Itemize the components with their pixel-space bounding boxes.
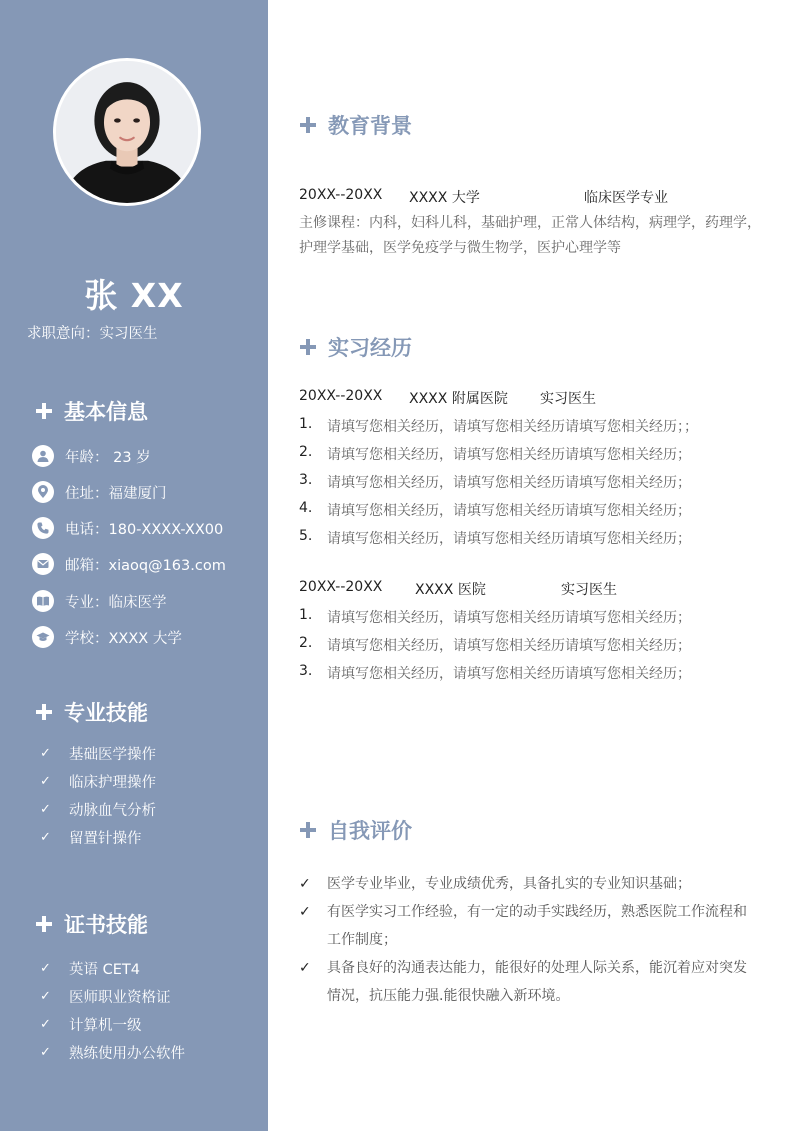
check-icon: ✓ bbox=[40, 746, 51, 761]
education-heading bbox=[300, 110, 412, 140]
skill-item-label: 临床护理操作 bbox=[69, 775, 156, 791]
skills-heading-label: 专业技能 bbox=[64, 701, 148, 725]
info-major-text: 专业：临床医学 bbox=[65, 594, 167, 611]
certificates-heading bbox=[36, 909, 148, 939]
list-item-text: 请填写您相关经历，请填写您相关经历请填写您相关经历； bbox=[327, 503, 691, 519]
list-item: 5. 请填写您相关经历，请填写您相关经历请填写您相关经历； bbox=[299, 528, 691, 547]
list-item: 4. 请填写您相关经历，请填写您相关经历请填写您相关经历； bbox=[299, 500, 691, 519]
certificate-item bbox=[40, 986, 171, 1007]
check-icon: ✓ bbox=[299, 876, 311, 892]
skill-item-label: 基础医学操作 bbox=[69, 747, 156, 763]
candidate-name: 张 XX bbox=[84, 276, 184, 315]
list-item-text: 请填写您相关经历，请填写您相关经历请填写您相关经历；； bbox=[327, 419, 698, 435]
check-icon: ✓ bbox=[40, 961, 51, 976]
internship-heading bbox=[300, 332, 412, 362]
info-school-text: 学校：XXXX 大学 bbox=[65, 630, 182, 647]
list-item-text: 请填写您相关经历，请填写您相关经历请填写您相关经历； bbox=[327, 666, 691, 682]
info-phone bbox=[32, 517, 223, 539]
list-item-text: 请填写您相关经历，请填写您相关经历请填写您相关经历； bbox=[327, 475, 691, 491]
plus-icon bbox=[36, 916, 52, 932]
internship-1-role: 实习医生 bbox=[540, 391, 596, 407]
plus-icon bbox=[300, 822, 316, 838]
check-icon: ✓ bbox=[40, 774, 51, 789]
check-icon: ✓ bbox=[40, 989, 51, 1004]
graduation-cap-icon bbox=[32, 626, 54, 648]
info-age bbox=[32, 445, 151, 467]
skill-item-label: 留置针操作 bbox=[69, 831, 142, 847]
certificate-item-label: 熟练使用办公软件 bbox=[69, 1046, 185, 1062]
evaluation-item bbox=[299, 954, 759, 1010]
internship-2-role: 实习医生 bbox=[561, 582, 617, 598]
education-period: 20XX--20XX bbox=[299, 187, 383, 203]
list-item: 3. 请填写您相关经历，请填写您相关经历请填写您相关经历； bbox=[299, 472, 691, 491]
education-heading-label: 教育背景 bbox=[328, 114, 412, 138]
skill-item bbox=[40, 827, 142, 848]
list-item-text: 请填写您相关经历，请填写您相关经历请填写您相关经历； bbox=[327, 447, 691, 463]
info-school bbox=[32, 626, 182, 648]
education-school: XXXX 大学 bbox=[409, 190, 480, 206]
check-icon: ✓ bbox=[40, 802, 51, 817]
avatar-portrait-icon bbox=[56, 61, 198, 203]
check-icon: ✓ bbox=[40, 830, 51, 845]
avatar bbox=[53, 58, 201, 206]
plus-icon bbox=[300, 339, 316, 355]
list-item: 1. 请填写您相关经历，请填写您相关经历请填写您相关经历；； bbox=[299, 416, 698, 435]
plus-icon bbox=[36, 403, 52, 419]
evaluation-item bbox=[299, 898, 759, 954]
skill-item-label: 动脉血气分析 bbox=[69, 803, 156, 819]
check-icon: ✓ bbox=[299, 904, 311, 920]
check-icon: ✓ bbox=[40, 1045, 51, 1060]
plus-icon bbox=[300, 117, 316, 133]
certificate-item-label: 英语 CET4 bbox=[69, 962, 140, 978]
info-address-text: 住址：福建厦门 bbox=[65, 485, 167, 502]
list-item: 3. 请填写您相关经历，请填写您相关经历请填写您相关经历； bbox=[299, 663, 691, 682]
list-item: 2. 请填写您相关经历，请填写您相关经历请填写您相关经历； bbox=[299, 444, 691, 463]
list-item: 2. 请填写您相关经历，请填写您相关经历请填写您相关经历； bbox=[299, 635, 691, 654]
info-major bbox=[32, 590, 167, 612]
basic-info-heading bbox=[36, 396, 148, 426]
education-courses-line1: 主修课程：内科，妇科儿科，基础护理，正常人体结构，病理学，药理学， bbox=[299, 215, 761, 231]
evaluation-item bbox=[299, 870, 759, 898]
self-evaluation-heading bbox=[300, 815, 412, 845]
location-pin-icon bbox=[32, 481, 54, 503]
evaluation-item-text: 有医学实习工作经验，有一定的动手实践经历，熟悉医院工作流程和工作制度； bbox=[327, 904, 747, 948]
basic-info-heading-label: 基本信息 bbox=[64, 400, 148, 424]
mail-icon bbox=[32, 553, 54, 575]
education-major: 临床医学专业 bbox=[584, 190, 668, 206]
skill-item bbox=[40, 799, 156, 820]
internship-1-period: 20XX--20XX bbox=[299, 388, 383, 404]
skill-item bbox=[40, 771, 156, 792]
evaluation-item-text: 医学专业毕业，专业成绩优秀，具备扎实的专业知识基础； bbox=[327, 876, 691, 892]
book-icon bbox=[32, 590, 54, 612]
person-icon bbox=[32, 445, 54, 467]
plus-icon bbox=[36, 704, 52, 720]
certificate-item bbox=[40, 1042, 185, 1063]
evaluation-item-text: 具备良好的沟通表达能力，能很好的处理人际关系，能沉着应对突发情况，抗压能力强.能很快融入新环境。 bbox=[327, 960, 747, 1004]
list-item-text: 请填写您相关经历，请填写您相关经历请填写您相关经历； bbox=[327, 638, 691, 654]
job-intent: 求职意向：实习医生 bbox=[27, 326, 158, 342]
certificate-item bbox=[40, 958, 140, 979]
phone-icon bbox=[32, 517, 54, 539]
sidebar bbox=[0, 0, 268, 1131]
check-icon: ✓ bbox=[299, 960, 311, 976]
list-item: 1. 请填写您相关经历，请填写您相关经历请填写您相关经历； bbox=[299, 607, 691, 626]
skills-heading bbox=[36, 697, 148, 727]
info-address bbox=[32, 481, 167, 503]
info-email bbox=[32, 553, 226, 575]
certificate-item bbox=[40, 1014, 142, 1035]
education-courses-line2: 护理学基础，医学免疫学与微生物学，医护心理学等 bbox=[299, 240, 621, 256]
internship-2-place: XXXX 医院 bbox=[415, 582, 486, 598]
info-phone-text: 电话：180-XXXX-XX00 bbox=[65, 521, 224, 538]
list-item-text: 请填写您相关经历，请填写您相关经历请填写您相关经历； bbox=[327, 531, 691, 547]
certificate-item-label: 计算机一级 bbox=[69, 1018, 142, 1034]
internship-heading-label: 实习经历 bbox=[328, 336, 412, 360]
internship-2-period: 20XX--20XX bbox=[299, 579, 383, 595]
self-evaluation-heading-label: 自我评价 bbox=[328, 819, 412, 843]
certificate-item-label: 医师职业资格证 bbox=[69, 990, 171, 1006]
check-icon: ✓ bbox=[40, 1017, 51, 1032]
info-age-text: 年龄： 23 岁 bbox=[65, 449, 151, 466]
skill-item bbox=[40, 743, 156, 764]
list-item-text: 请填写您相关经历，请填写您相关经历请填写您相关经历； bbox=[327, 610, 691, 626]
internship-1-place: XXXX 附属医院 bbox=[409, 391, 508, 407]
info-email-text: 邮箱：xiaoq@163.com bbox=[65, 557, 226, 574]
certificates-heading-label: 证书技能 bbox=[64, 913, 148, 937]
